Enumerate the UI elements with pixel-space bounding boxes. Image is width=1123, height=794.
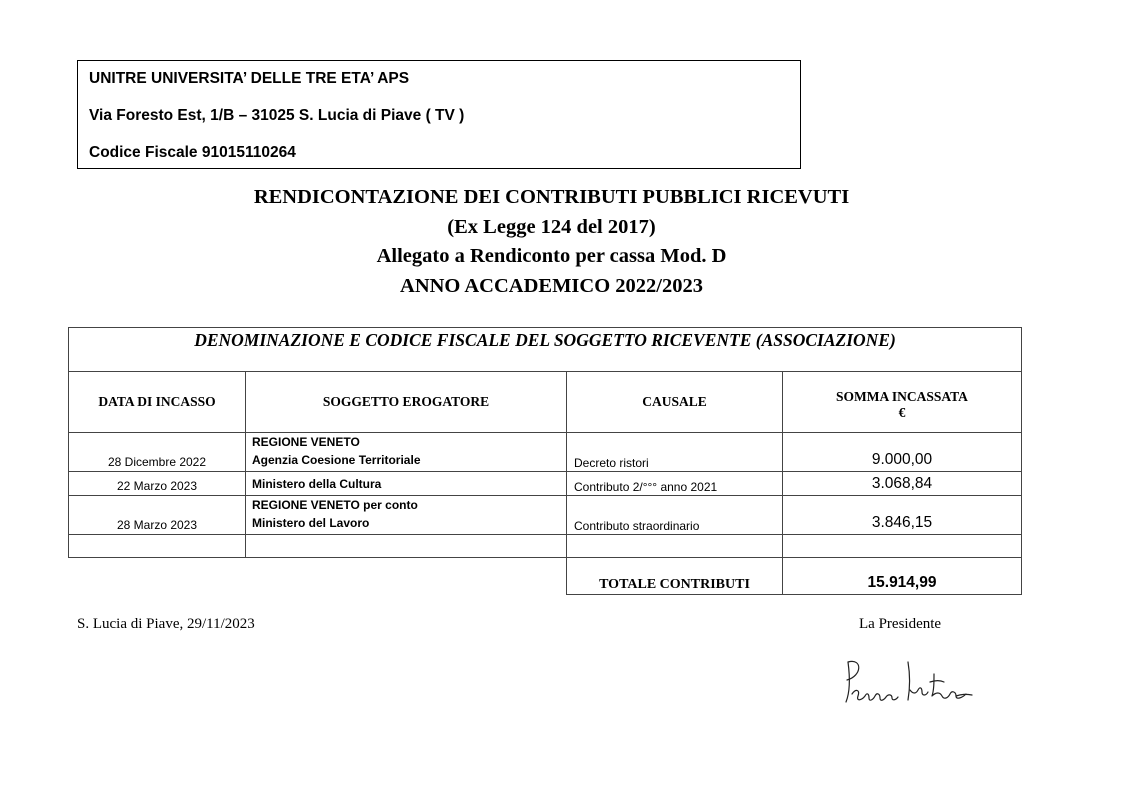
total-row — [69, 558, 1022, 595]
row-donor — [246, 433, 567, 472]
empty-cell — [783, 535, 1022, 558]
organization-fiscal-code: Codice Fiscale 91015110264 — [89, 144, 296, 161]
title-line-3: Allegato a Rendiconto per cassa Mod. D — [376, 245, 727, 267]
table-row — [69, 433, 1022, 472]
empty-cell — [567, 535, 783, 558]
row-donor — [246, 472, 567, 496]
row-cause: Decreto ristori — [567, 433, 783, 472]
row-amount: 3.068,84 — [783, 472, 1022, 496]
title-line-1: RENDICONTAZIONE DEI CONTRIBUTI PUBBLICI RICEVUTI — [253, 186, 850, 208]
empty-cell — [246, 535, 567, 558]
title-line-2: (Ex Legge 124 del 2017) — [447, 215, 656, 238]
row-cause: Contributo straordinario — [567, 496, 783, 535]
signature — [838, 652, 978, 722]
organization-box — [77, 60, 801, 169]
row-donor-line-1: Ministero della Cultura — [252, 477, 382, 491]
place-and-date: S. Lucia di Piave, 29/11/2023 — [77, 616, 255, 632]
row-date: 28 Marzo 2023 — [69, 496, 246, 535]
column-header-amount-label: SOMMA INCASSATA — [836, 389, 968, 404]
table-row — [69, 496, 1022, 535]
row-donor-line-1: REGIONE VENETO per conto — [252, 498, 418, 512]
total-label: TOTALE CONTRIBUTI — [567, 558, 783, 595]
document-title — [0, 183, 1103, 301]
column-header-currency: € — [898, 405, 906, 420]
organization-address: Via Foresto Est, 1/B – 31025 S. Lucia di Piave ( TV ) — [89, 107, 465, 124]
denomination-header: DENOMINAZIONE E CODICE FISCALE DEL SOGGETTO RICEVENTE (ASSOCIAZIONE) — [69, 328, 1022, 372]
blank-cell — [246, 558, 567, 595]
column-header-donor: SOGGETTO EROGATORE — [246, 372, 567, 433]
blank-cell — [69, 558, 246, 595]
row-donor-line-1: REGIONE VENETO — [252, 435, 360, 449]
contributions-table — [68, 327, 1022, 595]
column-header-row — [69, 372, 1022, 433]
row-donor-line-2: Ministero del Lavoro — [252, 516, 370, 530]
title-line-4: ANNO ACCADEMICO 2022/2023 — [400, 274, 703, 297]
row-date: 28 Dicembre 2022 — [69, 433, 246, 472]
column-header-date: DATA DI INCASSO — [69, 372, 246, 433]
organization-name: UNITRE UNIVERSITA’ DELLE TRE ETA’ APS — [89, 70, 410, 87]
empty-row — [69, 535, 1022, 558]
total-value: 15.914,99 — [783, 558, 1022, 595]
row-donor-line-2: Agenzia Coesione Territoriale — [252, 453, 421, 467]
empty-cell — [69, 535, 246, 558]
row-amount: 3.846,15 — [783, 496, 1022, 535]
table-row — [69, 472, 1022, 496]
denomination-row — [69, 328, 1022, 372]
signatory-role: La Presidente — [859, 616, 942, 632]
row-date: 22 Marzo 2023 — [69, 472, 246, 496]
column-header-amount — [783, 372, 1022, 433]
row-cause: Contributo 2/°°° anno 2021 — [567, 472, 783, 496]
column-header-cause: CAUSALE — [567, 372, 783, 433]
row-donor — [246, 496, 567, 535]
row-amount: 9.000,00 — [783, 433, 1022, 472]
